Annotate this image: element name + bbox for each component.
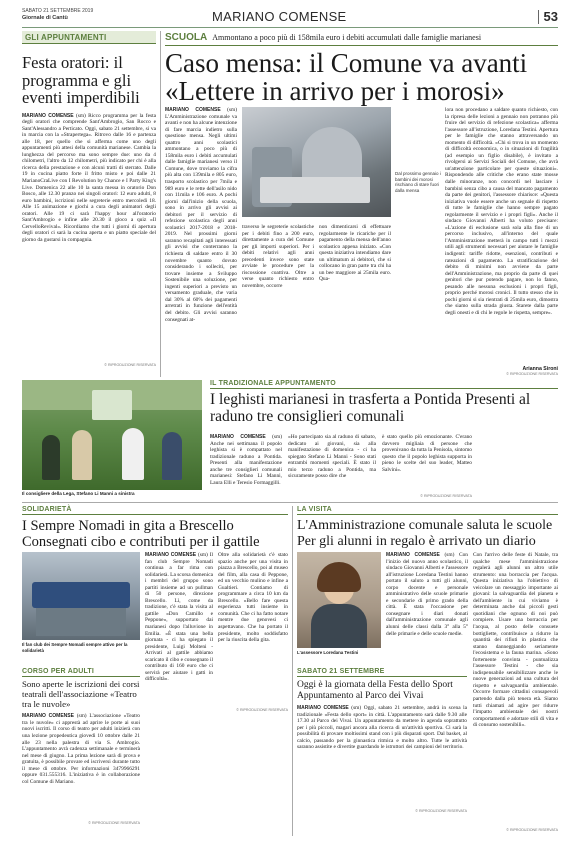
nomadi-photo <box>22 552 140 640</box>
page-header <box>22 6 558 28</box>
sport-copyright: © RIPRODUZIONE RISERVATA <box>415 809 467 813</box>
nomadi-caption: Il fan club dei Sempre Nomadi sempre attivo per la solidarietà <box>22 642 128 653</box>
mensa-byline: Arianna Sironi <box>522 366 558 372</box>
article-corsi <box>22 668 140 838</box>
lega-copyright: © RIPRODUZIONE RISERVATA <box>420 494 472 498</box>
lega-col2: «Ho partecipato sia al raduno di sabato, dedicato ai giovani, sia alla manifestazione di domenica - ci ha spiegato Stefano Li Manni - Sono stati entrambi momenti speciali. È stato il mio terzo raduno a Pontida, ma sicuramente posso dire che <box>288 434 376 480</box>
nomadi-col1: MARIANO COMENSE (sm) Il fan club Sempre Nomadi continua a far rima con solidarietà. La scorsa domenica i membri del gruppo sono partiti insieme ad un pullman di 50 persone, direzione Brescello. Lì, come da tradizione, c'è stata la visita al gattile «Don Camillo e Peppone», supportato dai marianesi dopo l'alluvione in Emilia. «È stata una bella giornata - ci ha spiegato il presidente, Luigi Molteni - Arrivati al gattile abbiamo scaricato il cibo e consegnato il contributo di 160 euro che ci servirà per aiutare i gatti in difficoltà». <box>145 552 213 683</box>
oratori-kicker: GLI APPUNTAMENTI <box>25 33 107 42</box>
article-sport <box>297 668 467 838</box>
visita-photo <box>297 552 381 648</box>
lega-kicker: IL TRADIZIONALE APPUNTAMENTO <box>210 380 336 387</box>
mensa-col1: MARIANO COMENSE (sm) L'Amministrazione comunale va avanti e non ha alcune intenzione di fare marcia indietro sulla questione mensa. Negli ultimi quattro anni scolastici ammontano a poco più di 158mila euro i debiti accumulati dalle famiglie marianesi verso il Comune, dove troviamo la cifra più alta con 139mila e 805 euro, trasporto scolastico per 7mila e 989 euro e le rette dell'asilo nido con 11mila e 106 euro. A pochi giorni dall'inizio della scuola, sono in arrivo gli avvisi ai debitori per il servizio di refezione scolastica degli anni scolastici 2017-2018 e 2018-2019. Nel prossimi giorni saranno recapitati agli interessati gli avvisi che conterranno la richiesta di saldare entro il 30 novembre quanto dovuto considerando i solleciti, per trovare insieme a Sviluppo Sostenibile una soluzione, per ingenti superiori a previsto un versamento graduale, che varia dal 30% al 60% dei pagamenti arretrati in funzione dell'entità del debito. Gli avvisi saranno consegnati at- <box>165 107 237 323</box>
oratori-body: MARIANO COMENSE (sm) Ricco programma per la festa degli oratori che comprende Sant'Ambrogio, San Rocco e Sant'Alessandro a Perticato. Oggi, sabato 21 settembre, si va in marcia con la «Strapertega». Ritrovo dalle 16 e partenza alle 18, per quello che si afferma come uno degli appuntamenti più attesi della comunità marianese. Cambia la lunghezza del percorso ma sono sempre due: uno da 4 chilometri, l'altro da 12 chilometri, più indicato per chi è alla ricerca della prestazione e con alcuni tratti di sterrato. Dalle 19 in cucina piatto forte il fritto misto e poi dalle 21 MarianoCraLive con I Revolution by Chance e I Party King's Live. Domenica 22 alle 10 la santa messa in oratorio Don Bosco, alle 12.30 pranzo nei singoli oratori: 12 euro adulti, 8 euro bambini, iscrizioni nelle segreterie entro mercoledì 18. Alle 15 animazione e giochi a cura degli animatori degli oratori. Alle 19 ci sarà l'happy hour all'oratorio Sant'Ambrogio e infine alle 20.30 il gioco a quiz «Il CervelloRevival». Ricordiamo che tutti i giorni di apertura degli oratori ci sarà la cucina aperta e un piatto speciale del giorno da gustarsi in compagnia. <box>22 112 156 243</box>
mensa-col2: traverso le segreterie scolastiche per i debiti fino a 200 euro, direttamente a cura del Comune per gli importi superiori. Per i debiti relativi agli anni precedenti invece sono state avviate le procedure per la riscossione coattiva. Oltre a verse quanto richiesto entro novembre, occorre <box>242 224 314 289</box>
mensa-col4: lora non procedano a saldare quanto richiesto, con la ripresa delle lezioni a gennaio non potranno più fruire del servizio di refezione scolastica» afferma l'assessore all'istruzione, Loredana Testini. Apertura per le famiglie che stanno attraversando un momento di difficoltà. «Chi si trova in un momento di difficoltà economica, o in situazioni di fragilità (ad esempio un figlio disabile), è invitato a rivolgersi ai Servizi Sociali del Comune, che avrà un'attenzione particolare per queste situazioni». Rispondendo alle critiche che erano state mosse dalle minoranze, non concordi nel lasciare i bambini senza cibo a causa del mancato pagamento da parte dei genitori, l'assessore chiarisce: «Questa iniziativa vuole essere anche un segnale di rispetto di tutte le famiglie che hanno sempre pagato regolarmente il servizio e i propri figli». Anche il sindaco Giovanni Alberti ha voluto precisare: «L'azione di esclusione sarà sola alla fine di un percorso inclusivo, all'interno del quale l'Amministrazione metterà in campo tutti i mezzi utili agli strumenti necessari per aiutare le famiglie indigenti: tariffe ridotte, esenzioni, contributi e rateazioni di pagamento. La stratificazione del debito di minimi non avviene da parte dell'Amministrazione, ma proprio da parte di quei genitori che pur potendo pagare, non lo fanno, pesando alle nessuna esclusioni i propri figli, proprio perché morosi cronici. Il tutto stesso che in pochi giorni si sia rientrati di 25mila euro, dimostra che siamo sulla strada giusta. Starete dalla parte degli onesti e di chi le regole le rispetta, sempre». <box>445 107 558 316</box>
corsi-body: MARIANO COMENSE (sm) L'associazione «Teatro tra le nuvole» ci apprestà ad aprire le porte ai suoi nuovi iscritti. Il corso di teatro per adulti inizierà con una lezione propedeutica giovedì 10 ottobre dalle 21 alle 23 nella palestra di via S. Ambrogio. L'appuntamento avrà cadenza settimanale e terminerà nel mese di giugno. La prima lezione sarà di prova e gratuita, è possibile provare ed iscriversi durante tutto il mese di ottobre. Per informazioni 3479966291 oppure 031.555316. L'iniziativa è in collaborazione col Comune di Mariano. <box>22 713 140 785</box>
visita-col1: MARIANO COMENSE (sm) Con l'inizio del nuovo anno scolastico, il sindaco Giovanni Alberti e l'assessore all'istruzione Loredana Testini hanno portato il saluto a tutti gli alunni, corpo docente e personale amministrativo delle scuole primarie e secondarie di primo grado della città. È stata l'occasione per consegnare i diari donati dall'amministrazione comunale agli alunni delle classi dalla 3° alla 5° delle primarie e delle scuole medie. <box>386 552 468 637</box>
header-paper-name: Giornale di Cantù <box>22 15 68 21</box>
nomadi-kicker: SOLIDARIETÀ <box>22 506 72 513</box>
visita-title: L'Amministrazione comunale saluta le scuole Per gli alunni in regalo è arrivato un diario <box>297 518 553 549</box>
oratori-copyright: © RIPRODUZIONE RISERVATA <box>104 362 156 367</box>
oratori-title: Festa oratori: il programma e gli eventi imperdibili <box>22 53 140 107</box>
corsi-kicker: CORSO PER ADULTI <box>22 668 95 675</box>
lega-title: I leghisti marianesi in trasferta a Pontida Presenti al raduno tre consiglieri comunali <box>210 391 531 425</box>
sport-kicker: SABATO 21 SETTEMBRE <box>297 668 385 675</box>
header-page-number: 53 <box>543 9 558 24</box>
divider-middle <box>292 506 293 836</box>
mensa-title: Caso mensa: il Comune va avanti «Lettere in arrivo per i morosi» <box>165 48 528 106</box>
mensa-subtitle: Ammontano a poco più di 158mila euro i debiti accumulati dalle famiglie marianesi <box>212 33 482 42</box>
mensa-photo <box>242 107 391 217</box>
corsi-title: Sono aperte le iscrizioni dei corsi teatrali dell'associazione «Teatro tra le nuvole» <box>22 679 140 709</box>
mensa-copyright: © RIPRODUZIONE RISERVATA <box>506 372 558 376</box>
header-section: MARIANO COMENSE <box>212 9 347 24</box>
nomadi-title: I Sempre Nomadi in gita a Brescello Consegnati cibo e contributi per il gattile <box>22 518 260 550</box>
article-oratori <box>22 31 156 377</box>
corsi-copyright: © RIPRODUZIONE RISERVATA <box>88 821 140 826</box>
lega-col1: MARIANO COMENSE (sm) Anche nei settimana il popolo leghista si è compattato nel tradizionale raduno a Pontida. Presenti alla manifestazione anche tre consiglieri comunali marianesi: Stefano Li Manni, Laura Elli e Teresio Formaggilli. <box>210 434 282 486</box>
sport-body: MARIANO COMENSE (sm) Oggi, sabato 21 settembre, andrà in scena la tradizionale «Festa dello sport» in città. L'appuntamento sarà dalle 9.30 alle 17.30 al Parco dei Vivai. Un appuntamento da mettere in agenda soprattutto per i più piccoli, magari ancora alla ricerca di un'attività sportiva. Ci sarà la possibilità di provare moltissimi stand con i più disparati sport. Dal basket, al calcio, passando per la ginnastica ritmica e molto altro. Tutte le attività saranno assistite e divertite guardando le istruttori dei campioni del territorio. <box>297 705 467 751</box>
article-mensa <box>165 31 558 377</box>
sport-title: Oggi è la giornata della Festa dello Sport Appuntamento al Parco dei Vivai <box>297 680 453 701</box>
mensa-col3: non dimenticarsi di effettuare regolarmente le ricariche per il pagamento della mensa dell'anno scolastico appena iniziato. «Con questa iniziativa intendiamo dare un ultimatum ai debitori, che si collocano in gran parte tra chi ha un bee maggiore ai 25mila euro. Qua- <box>319 224 391 283</box>
header-date: SABATO 21 SETTEMBRE 2019 <box>22 8 94 14</box>
mensa-photo-caption: Dal prossimo gennaio i bambini dei morosi rischiano di stare fuori dalla mensa <box>395 171 441 193</box>
oratori-byline: MARIANO COMENSE <box>22 112 74 119</box>
lega-caption: Il consigliere della Lega, Stefano Li Manni a sinistra <box>22 491 135 496</box>
visita-kicker: LA VISITA <box>297 506 332 513</box>
divider <box>160 31 161 377</box>
visita-caption: L'assessore Loredana Testini <box>297 650 359 655</box>
nomadi-col2: Oltre alla solidarietà c'è stato spazio anche per una visita in piazza a Brescello, poi al museo del film, alla casa di Peppone, ed un vecchio mulino e infine a Gualtieri. Contiamo di programmare a circa 10 km da Brescello. «Bello fare questa esperienza tutti insieme in comunità. Che ci ha fatto notare mentre due genovesi ci aspettavano. Che ha portato il presidente, molto soddisfatto per la riuscita della gita. <box>218 552 288 644</box>
visita-col2: Con l'arrivo delle feste di Natale, tra qualche mese l'amministrazione regalerà agli alunni un altro utile strumento: una borraccia per l'acqua. Questa iniziativa ha l'obiettivo di veicolare un messaggio importante ai giovani: la salvaguardia del pianeta e dell'ambiente in cui viviamo è determinata anche dai piccoli gesti quotidiani che ognuno di noi può compiere. Usare una borraccia per l'acqua, al posto delle consuete bottigliette, contribuisce a ridurre la quantità dei rifiuti in plastica che stanno danneggiando seriamente l'ecosistema e la fauna marina. «Sono fortemente convinta - puntualizza l'assessore Testini - che sia indispensabile sensibilizzare anche le nuove generazioni ad una cultura del rispetto e salvaguardia ambientale. Occorre formare cittadini consapevoli partendo dalla più tenera età. Siamo tutti chiamati ad agire per ridurre l'impatto ambientale dei nostri comportamenti e adottare stili di vita e di consumo sostenibili». <box>473 552 558 729</box>
lega-photo <box>22 380 202 490</box>
section-separator <box>22 502 558 503</box>
mensa-kicker: SCUOLA <box>165 32 208 43</box>
nomadi-copyright: © RIPRODUZIONE RISERVATA <box>236 708 288 712</box>
visita-copyright: © RIPRODUZIONE RISERVATA <box>506 828 558 832</box>
article-lega <box>165 380 558 500</box>
lega-col3: è stato quello più emozionante. C'erano davvero migliaia di persone che provenivano da tutta la Penisola, sintomo questo che il popolo leghista supporta in pieno le scelte del suo leader, Matteo Salvini». <box>382 434 472 473</box>
